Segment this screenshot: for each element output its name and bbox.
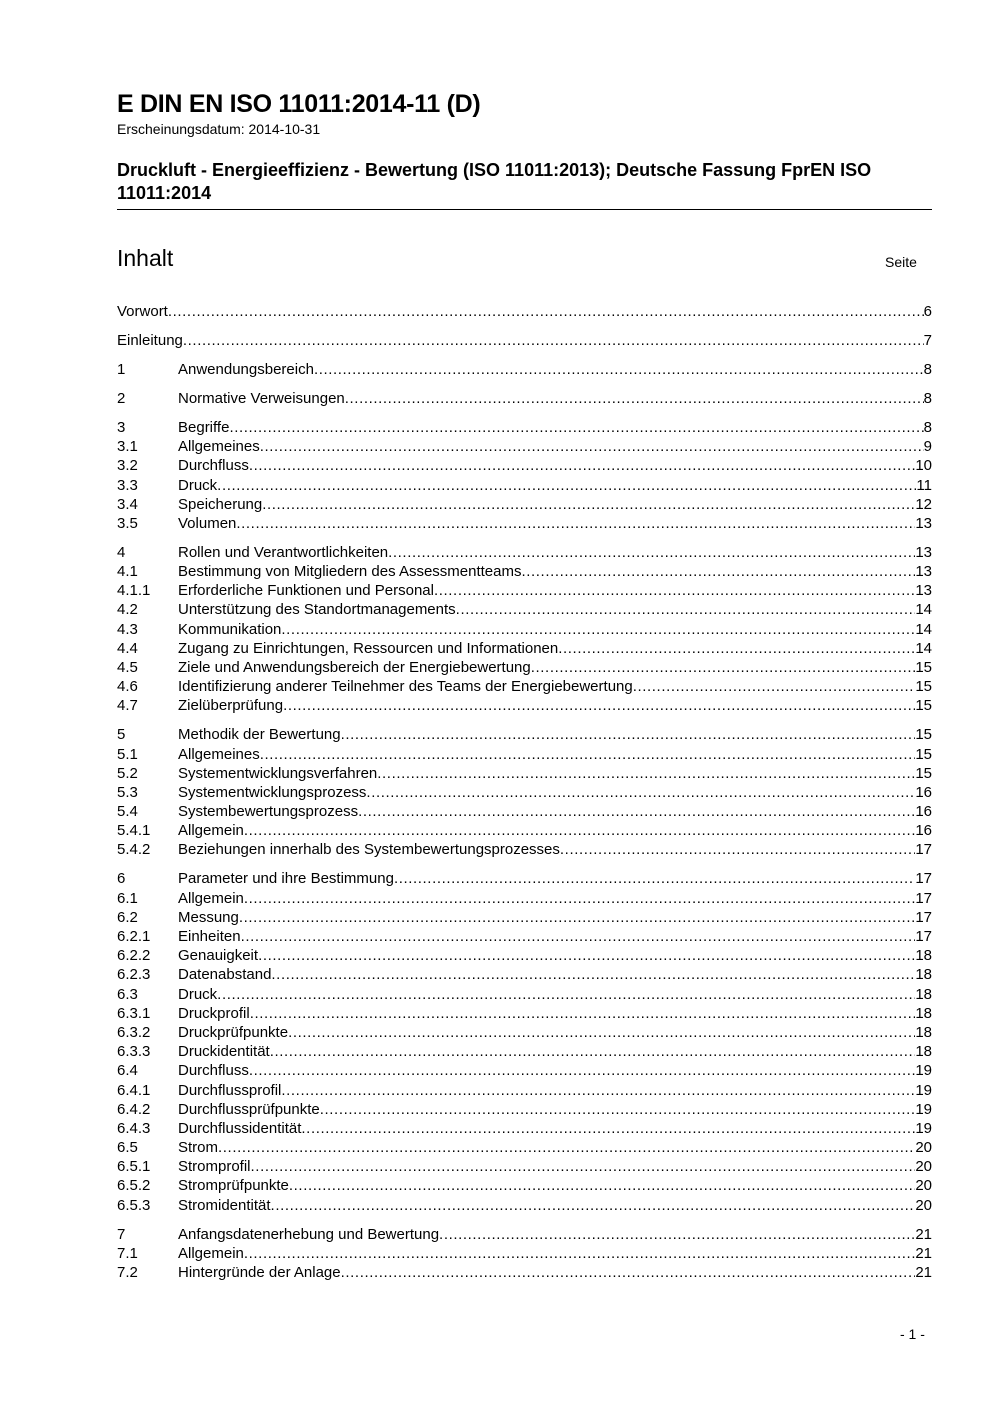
dot-leader (558, 639, 915, 658)
toc-entry-number: 3 (117, 418, 126, 436)
toc-entry-number: 3.4 (117, 495, 138, 513)
toc-entry[interactable] (117, 745, 932, 764)
page-column-label: Seite (885, 254, 917, 270)
toc-entry[interactable] (117, 677, 932, 696)
toc-entry-page: 21 (915, 1264, 932, 1281)
dot-leader (377, 764, 915, 783)
dot-leader (244, 1244, 915, 1263)
dot-leader (244, 821, 915, 840)
toc-entry-title: Einleitung (117, 331, 183, 349)
toc-entry-page: 13 (915, 563, 932, 581)
toc-entry-title: Allgemein (178, 1244, 244, 1262)
toc-entry-page: 14 (915, 601, 932, 619)
toc-entry-number: 6.2 (117, 908, 138, 926)
dot-leader (258, 946, 915, 965)
toc-entry-page: 21 (915, 1225, 932, 1243)
toc-entry[interactable] (117, 725, 932, 744)
dot-leader (439, 1225, 915, 1244)
toc-entry-title: Einheiten (178, 928, 241, 946)
toc-entry-number: 2 (117, 389, 126, 407)
toc-entry-number: 4.6 (117, 678, 138, 696)
toc-entry-page: 19 (915, 1119, 932, 1137)
dot-leader (262, 495, 915, 514)
toc-entry-title: Parameter und ihre Bestimmung (178, 870, 394, 888)
toc-entry-page: 13 (915, 514, 932, 532)
toc-entry[interactable] (117, 985, 932, 1004)
toc-entry[interactable] (117, 1004, 932, 1023)
dot-leader (260, 437, 924, 456)
dot-leader (358, 802, 915, 821)
toc-entry-page: 17 (915, 928, 932, 946)
toc-entry[interactable] (117, 1061, 932, 1080)
toc-entry-title: Druckidentität (178, 1043, 270, 1061)
dot-leader (236, 514, 915, 533)
toc-entry-page: 20 (915, 1139, 932, 1157)
toc-entry-number: 4.5 (117, 658, 138, 676)
toc-entry-page: 17 (915, 870, 932, 888)
dot-leader (289, 1176, 915, 1195)
dot-leader (239, 908, 915, 927)
toc-entry[interactable] (117, 581, 932, 600)
toc-entry-number: 4.7 (117, 697, 138, 715)
toc-entry-number: 6.2.2 (117, 947, 151, 965)
dot-leader (251, 1157, 916, 1176)
toc-entry-page: 9 (923, 438, 932, 456)
toc-entry-page: 20 (915, 1177, 932, 1195)
toc-entry[interactable] (117, 1138, 932, 1157)
toc-entry-number: 4.4 (117, 639, 138, 657)
toc-entry[interactable] (117, 1100, 932, 1119)
dot-leader (281, 620, 915, 639)
document-id: E DIN EN ISO 11011:2014-11 (D) (117, 90, 481, 118)
toc-entry-title: Ziele und Anwendungsbereich der Energiebewertung (178, 658, 531, 676)
toc-entry-number: 5.2 (117, 764, 138, 782)
toc-entry[interactable] (117, 821, 932, 840)
toc-entry-title: Vorwort (117, 303, 168, 320)
toc-entry[interactable] (117, 331, 932, 350)
toc-entry-number: 6.5.2 (117, 1177, 151, 1195)
toc-entry-page: 17 (915, 841, 932, 859)
toc-entry-number: 5.3 (117, 783, 138, 801)
toc-entry-number: 3.3 (117, 476, 138, 494)
toc-group (117, 331, 932, 350)
toc-entry-title: Begriffe (178, 418, 230, 436)
toc-group (117, 389, 932, 408)
toc-entry-title: Stromprofil (178, 1158, 251, 1176)
toc-entry-number: 6.5 (117, 1139, 138, 1157)
toc-entry-number: 6.3.3 (117, 1043, 151, 1061)
dot-leader (301, 1119, 915, 1138)
toc-entry-title: Durchfluss (178, 457, 249, 475)
toc-entry-title: Methodik der Bewertung (178, 726, 341, 744)
dot-leader (521, 562, 915, 581)
toc-entry-number: 5.4.2 (117, 841, 151, 859)
toc-entry[interactable] (117, 1119, 932, 1138)
toc-entry-page: 15 (915, 726, 932, 744)
toc-entry-title: Genauigkeit (178, 947, 259, 965)
dot-leader (366, 783, 915, 802)
toc-entry-title: Durchfluss (178, 1062, 249, 1080)
toc-entry-page: 20 (915, 1158, 932, 1176)
dot-leader (249, 456, 915, 475)
toc-entry[interactable] (117, 437, 932, 456)
toc-entry[interactable] (117, 543, 932, 562)
toc-entry-number: 4.1.1 (117, 582, 151, 600)
toc-entry-page: 14 (915, 639, 932, 657)
dot-leader (271, 1196, 916, 1215)
toc-entry[interactable] (117, 965, 932, 984)
toc-group (117, 418, 932, 533)
toc-entry-number: 4 (117, 543, 126, 561)
toc-entry-number: 7.2 (117, 1264, 138, 1281)
toc-heading: Inhalt (117, 245, 174, 271)
toc-group (117, 725, 932, 859)
dot-leader (249, 1061, 915, 1080)
toc-entry[interactable] (117, 418, 932, 437)
toc-entry-number: 7.1 (117, 1244, 138, 1262)
toc-entry-title: Rollen und Verantwortlichkeiten (178, 543, 389, 561)
toc-entry-page: 8 (923, 389, 932, 407)
toc-entry-title: Druckprofil (178, 1004, 250, 1022)
toc-entry[interactable] (117, 1196, 932, 1215)
toc-entry-number: 6.2.1 (117, 928, 151, 946)
toc-entry-number: 4.3 (117, 620, 138, 638)
dot-leader (270, 1042, 916, 1061)
toc-entry-title: Stromprüfpunkte (178, 1177, 289, 1195)
dot-leader (388, 543, 915, 562)
dot-leader (341, 725, 916, 744)
toc-entry-title: Allgemeines (178, 438, 260, 456)
toc-entry-page: 10 (915, 457, 932, 475)
toc-entry-page: 8 (923, 360, 932, 378)
toc-entry-number: 6.4.3 (117, 1119, 151, 1137)
toc-entry[interactable] (117, 476, 932, 495)
toc-entry-number: 6.4.2 (117, 1100, 151, 1118)
dot-leader (168, 302, 924, 321)
toc-entry[interactable] (117, 764, 932, 783)
document-title: Druckluft - Energieeffizienz - Bewertung (ISO 11011:2013); Deutsche Fassung FprEN ISO 11011:2014 (117, 159, 932, 210)
toc-entry[interactable] (117, 620, 932, 639)
toc-entry-title: Volumen (178, 514, 237, 532)
dot-leader (283, 696, 915, 715)
toc-entry-number: 3.1 (117, 438, 138, 456)
toc-entry-number: 5.1 (117, 745, 138, 763)
toc-entry[interactable] (117, 1263, 932, 1282)
toc-entry-page: 18 (915, 1023, 932, 1041)
toc-entry-page: 19 (915, 1081, 932, 1099)
toc-group (117, 543, 932, 716)
dot-leader (633, 677, 916, 696)
toc-entry-page: 18 (915, 947, 932, 965)
toc-entry[interactable] (117, 562, 932, 581)
toc-entry-number: 6.3 (117, 985, 138, 1003)
toc-entry-title: Durchflussidentität (178, 1119, 302, 1137)
dot-leader (281, 1081, 915, 1100)
toc-entry-title: Zielüberprüfung (178, 697, 284, 715)
toc-entry-title: Speicherung (178, 495, 263, 513)
dot-leader (560, 840, 915, 859)
toc-entry-page: 18 (915, 985, 932, 1003)
toc-entry-number: 6 (117, 870, 126, 888)
toc-entry[interactable] (117, 1023, 932, 1042)
toc-entry-title: Druckprüfpunkte (178, 1023, 289, 1041)
toc-entry-title: Systembewertungsprozess (178, 803, 359, 821)
dot-leader (217, 985, 915, 1004)
toc-entry-number: 6.3.1 (117, 1004, 151, 1022)
toc-entry-title: Systementwicklungsprozess (178, 783, 367, 801)
toc-entry-page: 19 (915, 1062, 932, 1080)
toc-entry[interactable] (117, 658, 932, 677)
toc-entry-page: 15 (915, 678, 932, 696)
toc-entry-page: 18 (915, 1043, 932, 1061)
toc-entry-title: Zugang zu Einrichtungen, Ressourcen und Informationen (178, 639, 559, 657)
toc-entry-number: 1 (117, 360, 126, 378)
toc-entry-title: Strom (178, 1139, 219, 1157)
toc-entry-page: 15 (915, 658, 932, 676)
toc-entry-number: 6.2.3 (117, 966, 151, 984)
toc-entry[interactable] (117, 840, 932, 859)
toc-entry[interactable] (117, 908, 932, 927)
toc-entry[interactable] (117, 302, 932, 321)
toc-entry-title: Anwendungsbereich (178, 360, 314, 378)
toc-entry[interactable] (117, 927, 932, 946)
toc-entry-title: Stromidentität (178, 1196, 271, 1214)
toc-entry-title: Druck (178, 476, 218, 494)
toc-entry-title: Messung (178, 908, 239, 926)
toc-entry-page: 20 (915, 1196, 932, 1214)
toc-entry-number: 5 (117, 726, 126, 744)
toc-entry[interactable] (117, 783, 932, 802)
toc-entry-page: 14 (915, 620, 932, 638)
toc-entry[interactable] (117, 1176, 932, 1195)
dot-leader (250, 1004, 916, 1023)
toc-entry-title: Anfangsdatenerhebung und Bewertung (178, 1225, 440, 1243)
toc-entry[interactable] (117, 1042, 932, 1061)
toc-entry-page: 18 (915, 1004, 932, 1022)
toc-group (117, 302, 932, 321)
toc-entry-page: 16 (915, 822, 932, 840)
toc-entry[interactable] (117, 802, 932, 821)
toc-group (117, 869, 932, 1214)
dot-leader (320, 1100, 916, 1119)
toc-entry-page: 15 (915, 764, 932, 782)
toc-entry-title: Hintergründe der Anlage (178, 1264, 341, 1281)
dot-leader (288, 1023, 915, 1042)
dot-leader (229, 418, 923, 437)
toc-entry[interactable] (117, 1225, 932, 1244)
toc-entry[interactable] (117, 389, 932, 408)
toc-entry-page: 6 (923, 303, 932, 320)
toc-entry-title: Kommunikation (178, 620, 282, 638)
toc-entry-title: Allgemein (178, 822, 244, 840)
toc-entry-number: 4.2 (117, 601, 138, 619)
toc-entry-number: 6.3.2 (117, 1023, 151, 1041)
toc-entry-number: 6.1 (117, 889, 138, 907)
dot-leader (394, 869, 915, 888)
toc-group (117, 1225, 932, 1283)
dot-leader (271, 965, 915, 984)
dot-leader (260, 745, 916, 764)
toc-group (117, 360, 932, 379)
toc-entry-page: 8 (923, 418, 932, 436)
dot-leader (183, 331, 924, 350)
page-number: - 1 - (900, 1326, 925, 1342)
toc-entry-title: Datenabstand (178, 966, 272, 984)
toc-entry-page: 21 (915, 1244, 932, 1262)
toc-entry-page: 16 (915, 803, 932, 821)
toc-entry[interactable] (117, 1081, 932, 1100)
toc-entry[interactable] (117, 946, 932, 965)
toc-entry-number: 6.5.1 (117, 1158, 151, 1176)
toc-entry-page: 16 (915, 783, 932, 801)
toc-entry-page: 17 (915, 889, 932, 907)
toc-entry-page: 17 (915, 908, 932, 926)
dot-leader (314, 360, 924, 379)
toc-entry-number: 6.4.1 (117, 1081, 151, 1099)
dot-leader (531, 658, 916, 677)
toc-entry-title: Beziehungen innerhalb des Systembewertungsprozesses (178, 841, 560, 859)
toc-entry-page: 11 (916, 476, 932, 494)
dot-leader (217, 476, 916, 495)
toc-entry[interactable] (117, 1157, 932, 1176)
toc-entry-number: 5.4 (117, 803, 138, 821)
toc-entry[interactable] (117, 1244, 932, 1263)
toc-entry-page: 15 (915, 697, 932, 715)
toc-entry[interactable] (117, 600, 932, 619)
publication-date: Erscheinungsdatum: 2014-10-31 (117, 121, 321, 137)
toc-entry-title: Identifizierung anderer Teilnehmer des Teams der Energiebewertung (178, 678, 633, 696)
toc-entry[interactable] (117, 360, 932, 379)
toc-entry-number: 5.4.1 (117, 822, 151, 840)
toc-entry-number: 3.2 (117, 457, 138, 475)
toc-entry-number: 7 (117, 1225, 126, 1243)
toc-entry-title: Durchflussprofil (178, 1081, 282, 1099)
toc-entry-title: Allgemein (178, 889, 244, 907)
table-of-contents (117, 302, 932, 1292)
toc-entry-title: Systementwicklungsverfahren (178, 764, 378, 782)
toc-entry-title: Erforderliche Funktionen und Personal (178, 582, 434, 600)
toc-entry-title: Druck (178, 985, 218, 1003)
toc-entry-number: 3.5 (117, 514, 138, 532)
toc-entry-page: 13 (915, 582, 932, 600)
toc-entry-title: Durchflussprüfpunkte (178, 1100, 320, 1118)
dot-leader (456, 600, 916, 619)
toc-entry[interactable] (117, 495, 932, 514)
toc-entry-page: 7 (923, 331, 932, 349)
toc-entry-page: 15 (915, 745, 932, 763)
dot-leader (434, 581, 915, 600)
dot-leader (345, 389, 924, 408)
toc-entry-title: Allgemeines (178, 745, 260, 763)
toc-entry-page: 18 (915, 966, 932, 984)
dot-leader (244, 889, 915, 908)
toc-entry-page: 13 (915, 543, 932, 561)
dot-leader (241, 927, 916, 946)
toc-entry-number: 6.5.3 (117, 1196, 151, 1214)
toc-entry[interactable] (117, 514, 932, 533)
toc-entry[interactable] (117, 889, 932, 908)
toc-entry[interactable] (117, 456, 932, 475)
toc-entry[interactable] (117, 696, 932, 715)
toc-entry-title: Unterstützung des Standortmanagements (178, 601, 456, 619)
toc-entry-number: 6.4 (117, 1062, 138, 1080)
dot-leader (341, 1263, 916, 1282)
dot-leader (218, 1138, 915, 1157)
toc-entry-page: 19 (915, 1100, 932, 1118)
toc-entry-title: Normative Verweisungen (178, 389, 345, 407)
toc-entry[interactable] (117, 639, 932, 658)
toc-entry-page: 12 (915, 495, 932, 513)
toc-entry[interactable] (117, 869, 932, 888)
toc-entry-title: Bestimmung von Mitgliedern des Assessmentteams (178, 563, 522, 581)
toc-entry-number: 4.1 (117, 563, 138, 581)
